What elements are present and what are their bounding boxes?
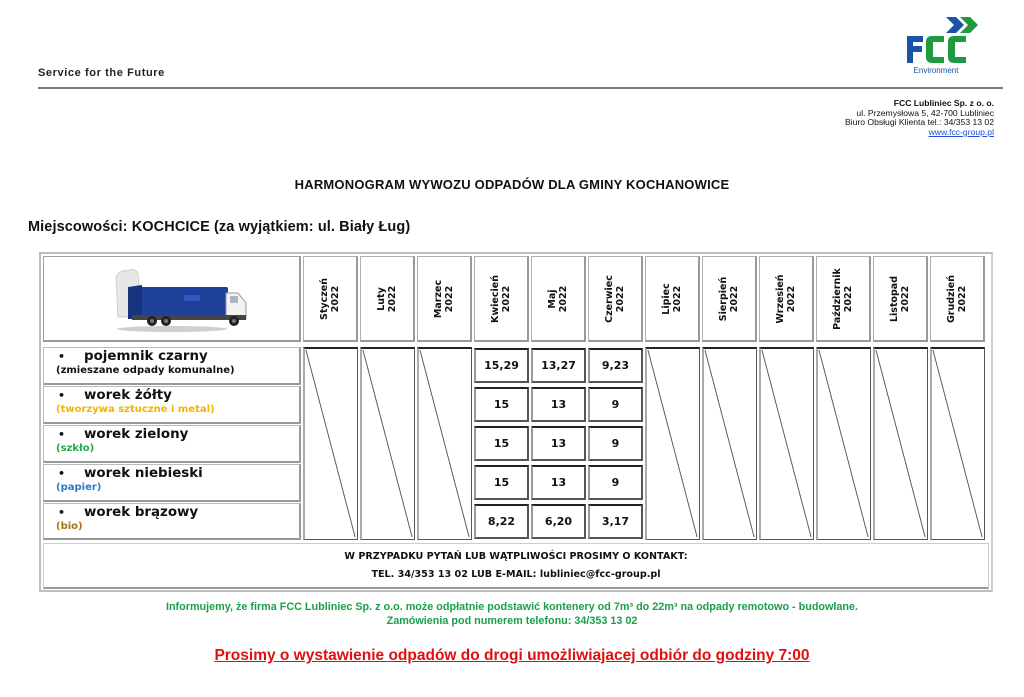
month-header-text bbox=[889, 275, 911, 321]
month-header bbox=[873, 256, 928, 342]
month-year: 2022 bbox=[900, 285, 911, 312]
no-pickup-cell bbox=[360, 347, 415, 540]
waste-type-label: worek zielony bbox=[84, 427, 189, 442]
no-pickup-cell bbox=[873, 347, 928, 540]
no-pickup-cell bbox=[759, 347, 814, 540]
waste-type-label: pojemnik czarny bbox=[84, 349, 208, 364]
month-header-text bbox=[433, 279, 455, 317]
month-header bbox=[702, 256, 757, 342]
waste-type-description: (tworzywa sztuczne i metal) bbox=[56, 404, 215, 415]
waste-type-label: worek żółty bbox=[84, 388, 172, 403]
contact-line-1: W PRZYPADKU PYTAŃ LUB WĄTPLIWOŚCI PROSIMY O KONTAKT: bbox=[344, 551, 688, 562]
pickup-days-cell: 13 bbox=[531, 426, 586, 461]
month-name: Sierpień bbox=[718, 276, 729, 321]
pickup-days-cell: 13 bbox=[531, 465, 586, 500]
month-year: 2022 bbox=[387, 285, 398, 312]
month-header-text bbox=[547, 285, 569, 311]
pickup-days-cell: 15 bbox=[474, 387, 529, 422]
month-name: Wrzesień bbox=[775, 273, 786, 324]
waste-type-description: (papier) bbox=[56, 482, 102, 493]
page-title: HARMONOGRAM WYWOZU ODPADÓW DLA GMINY KOCHANOWICE bbox=[294, 177, 730, 192]
bullet-icon: • bbox=[58, 467, 66, 480]
month-name: Grudzień bbox=[946, 274, 957, 323]
month-name: Kwiecień bbox=[490, 274, 501, 323]
waste-type-description: (zmieszane odpady komunalne) bbox=[56, 365, 235, 376]
month-header bbox=[417, 256, 472, 342]
month-year: 2022 bbox=[330, 285, 341, 312]
month-name: Marzec bbox=[433, 279, 444, 318]
month-name: Październik bbox=[832, 267, 843, 330]
pickup-days-cell: 6,20 bbox=[531, 504, 586, 539]
strike-through-icon bbox=[362, 349, 414, 539]
strike-through-icon bbox=[419, 349, 471, 539]
pickup-days-cell: 15 bbox=[474, 465, 529, 500]
month-header-text bbox=[775, 274, 797, 323]
strike-through-icon bbox=[305, 349, 357, 539]
company-website-link[interactable]: www.fcc-group.pl bbox=[928, 126, 994, 137]
month-year: 2022 bbox=[843, 285, 854, 312]
month-header-text bbox=[376, 285, 398, 311]
month-year: 2022 bbox=[444, 285, 455, 312]
company-info bbox=[845, 99, 994, 137]
bullet-icon: • bbox=[58, 428, 66, 441]
month-name: Listopad bbox=[889, 275, 900, 322]
waste-type-row-label bbox=[43, 464, 301, 502]
pickup-days-cell: 3,17 bbox=[588, 504, 643, 539]
month-year: 2022 bbox=[957, 285, 968, 312]
month-name: Czerwiec bbox=[604, 274, 615, 323]
strike-through-icon bbox=[704, 349, 756, 539]
month-year: 2022 bbox=[729, 285, 740, 312]
waste-type-name bbox=[58, 388, 299, 404]
month-name: Maj bbox=[547, 288, 558, 309]
company-phone: Biuro Obsługi Klienta tel.: 34/353 13 02 bbox=[844, 117, 994, 128]
company-address: ul. Przemysłowa 5, 42-700 Lubliniec bbox=[856, 107, 994, 118]
waste-type-row-label bbox=[43, 425, 301, 463]
container-info-line-2: Zamówienia pod numerem telefonu: 34/353 13 02 bbox=[386, 615, 638, 627]
company-name: FCC Lubliniec Sp. z o. o. bbox=[893, 98, 994, 108]
waste-type-label: worek brązowy bbox=[84, 505, 199, 520]
month-name: Lipiec bbox=[661, 282, 672, 315]
pickup-days-cell: 15,29 bbox=[474, 348, 529, 383]
month-name: Styczeń bbox=[319, 277, 330, 320]
pickup-days-cell: 13,27 bbox=[531, 348, 586, 383]
bullet-icon: • bbox=[58, 389, 66, 402]
month-header bbox=[930, 256, 985, 342]
no-pickup-cell bbox=[417, 347, 472, 540]
month-header-text bbox=[832, 268, 854, 330]
month-year: 2022 bbox=[672, 285, 683, 312]
month-header-text bbox=[604, 275, 626, 323]
pickup-days-cell: 13 bbox=[531, 387, 586, 422]
pickup-days-cell: 8,22 bbox=[474, 504, 529, 539]
month-header bbox=[360, 256, 415, 342]
month-header-text bbox=[946, 274, 968, 322]
strike-through-icon bbox=[932, 349, 984, 539]
month-header bbox=[303, 256, 358, 342]
waste-type-name bbox=[58, 427, 299, 443]
no-pickup-cell bbox=[816, 347, 871, 540]
month-header bbox=[474, 256, 529, 342]
month-header-text bbox=[718, 276, 740, 321]
pickup-days-cell: 15 bbox=[474, 426, 529, 461]
fcc-environment-logo bbox=[898, 14, 988, 76]
header-divider bbox=[38, 87, 1003, 89]
waste-type-row-label bbox=[43, 503, 301, 540]
container-info bbox=[0, 600, 1024, 628]
container-info-line-1: Informujemy, że firma FCC Lubliniec Sp. z o.o. może odpłatnie podstawić kontenery od 7m³ do 22m³ na odpady remotowo - budowlane. bbox=[165, 601, 859, 613]
waste-type-name bbox=[58, 466, 299, 482]
month-year: 2022 bbox=[558, 285, 569, 312]
month-header-text bbox=[319, 278, 341, 320]
bullet-icon: • bbox=[58, 506, 66, 519]
month-header bbox=[816, 256, 871, 342]
waste-type-row-label bbox=[43, 386, 301, 424]
month-header bbox=[645, 256, 700, 342]
strike-through-icon bbox=[818, 349, 870, 539]
pickup-days-cell: 9 bbox=[588, 465, 643, 500]
fcc-logo-icon bbox=[898, 14, 988, 76]
contact-line-2: TEL. 34/353 13 02 LUB E-MAIL: lubliniec@fcc-group.pl bbox=[371, 569, 661, 580]
waste-type-description: (szkło) bbox=[56, 443, 95, 454]
pickup-days-cell: 9,23 bbox=[588, 348, 643, 383]
waste-type-name bbox=[58, 505, 299, 521]
pickup-days-cell: 9 bbox=[588, 387, 643, 422]
pickup-time-notice: Prosimy o wystawienie odpadów do drogi umożliwiajacej odbiór do godziny 7:00 bbox=[214, 647, 810, 664]
strike-through-icon bbox=[875, 349, 927, 539]
month-year: 2022 bbox=[501, 285, 512, 312]
logo-subtext: Environment bbox=[913, 66, 959, 75]
bullet-icon: • bbox=[58, 350, 66, 363]
month-year: 2022 bbox=[615, 285, 626, 312]
month-header-text bbox=[490, 275, 512, 323]
month-header bbox=[531, 256, 586, 342]
no-pickup-cell bbox=[702, 347, 757, 540]
waste-type-description: (bio) bbox=[56, 521, 83, 532]
pickup-days-cell: 9 bbox=[588, 426, 643, 461]
truck-image-cell bbox=[43, 256, 301, 342]
strike-through-icon bbox=[647, 349, 699, 539]
month-name: Luty bbox=[376, 286, 387, 311]
no-pickup-cell bbox=[930, 347, 985, 540]
month-header bbox=[588, 256, 643, 342]
waste-type-row-label bbox=[43, 347, 301, 385]
no-pickup-cell bbox=[645, 347, 700, 540]
strike-through-icon bbox=[761, 349, 813, 539]
month-year: 2022 bbox=[786, 285, 797, 312]
no-pickup-cell bbox=[303, 347, 358, 540]
waste-type-label: worek niebieski bbox=[84, 466, 203, 481]
waste-type-name bbox=[58, 349, 299, 365]
month-header bbox=[759, 256, 814, 342]
tagline: Service for the Future bbox=[38, 67, 165, 79]
garbage-truck-image bbox=[44, 257, 300, 341]
contact-box bbox=[43, 543, 989, 589]
locality-heading: Miejscowości: KOCHCICE (za wyjątkiem: ul. Biały Ług) bbox=[28, 219, 411, 235]
month-header-text bbox=[661, 283, 683, 314]
